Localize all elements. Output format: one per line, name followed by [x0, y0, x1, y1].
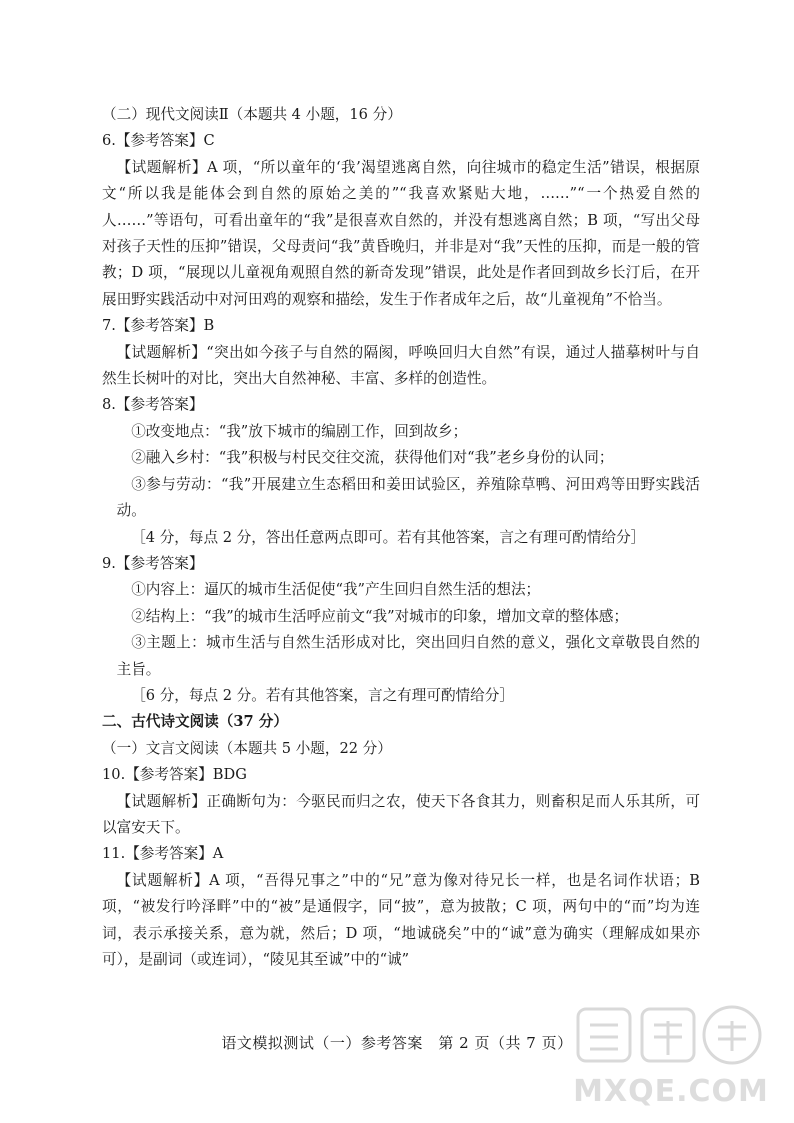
document-line: （一）文言文阅读（本题共 5 小题，22 分） [102, 739, 392, 757]
answer-circle-logo-icon [566, 999, 776, 1079]
document-line: ③主题上：城市生活与自然生活形成对比，突出回归自然的意义，强化文章敬畏自然的主旨。 [116, 634, 700, 678]
document-line: ①内容上：逼仄的城市生活促使“我”产生回归自然生活的想法； [131, 581, 541, 599]
document-line: （二）现代文阅读Ⅱ（本题共 4 小题，16 分） [102, 106, 402, 123]
watermark [566, 999, 776, 1109]
document-line: ［6 分，每点 2 分。若有其他答案，言之有理可酌情给分］ [131, 686, 514, 704]
document-line: ［4 分，每点 2 分，答出任意两点即可。若有其他答案，言之有理可酌情给分］ [131, 528, 646, 546]
document-line: 二、古代诗文阅读（37 分） [102, 713, 288, 731]
document-body [102, 102, 700, 973]
document-line: 10.【参考答案】BDG [102, 766, 247, 784]
document-line: 8.【参考答案】 [102, 396, 204, 414]
document-line: 7.【参考答案】B [102, 317, 215, 335]
watermark-text: MXQE.COM [573, 1074, 769, 1109]
document-line: 【试题解析】A 项，“所以童年的‘我’渴望逃离自然，向往城市的稳定生活”错误，根据原文“所以我是能体会到自然的原始之美的”“我喜欢紧贴大地，……”“一个热爱自然的人……”等语句，可看出童年的“我”是很喜欢自然的，并没有想逃离自然；B 项，“写出父母对孩子天性的压抑”错误，父母责问“我”黄昏晚归，并非是对“我”天性的压抑，而是一般的管教；D 项，“展现以儿童视角观照自然的新奇发现”错误，此处是作者回到故乡长汀后，在开展田野实践活动中对河田鸡的观察和描绘，发生于作者成年之后，故“儿童视角”不恰当。 [102, 158, 700, 308]
document-line: 9.【参考答案】 [102, 554, 204, 572]
document-line: 【试题解析】“突出如今孩子与自然的隔阂，呼唤回归大自然”有误，通过人描摹树叶与自然生长树叶的对比，突出大自然神秘、丰富、多样的创造性。 [102, 343, 700, 388]
document-line: 【试题解析】正确断句为：今驱民而归之农，使天下各食其力，则畜积足而人乐其所，可以富安天下。 [102, 792, 700, 836]
document-line: 6.【参考答案】C [102, 132, 215, 150]
page-footer: 语文模拟测试（一）参考答案 第 2 页（共 7 页） [221, 1034, 573, 1052]
document-line: ③参与劳动：“我”开展建立生态稻田和姜田试验区，养殖除草鸭、河田鸡等田野实践活动。 [116, 475, 700, 520]
document-line: ②结构上：“我”的城市生活呼应前文“我”对城市的印象，增加文章的整体感； [131, 607, 629, 625]
document-line: ②融入乡村：“我”积极与村民交往交流，获得他们对“我”老乡身份的认同； [131, 449, 614, 467]
document-line: 11.【参考答案】A [102, 845, 224, 863]
document-line: ①改变地点：“我”放下城市的编剧工作，回到故乡； [131, 422, 468, 440]
document-line: 【试题解析】A 项，“吾得兄事之”中的“兄”意为像对待兄长一样，也是名词作状语；B 项，“被发行吟泽畔”中的“被”是通假字，同“披”，意为披散；C 项，两句中的“而”均为连词，表示承接关系，意为就，然后；D 项，“地诚硗矣”中的“诚”意为确实（理解成如果亦可），是副词（或连词），“陵见其至诚”中的“诚” [102, 871, 700, 968]
